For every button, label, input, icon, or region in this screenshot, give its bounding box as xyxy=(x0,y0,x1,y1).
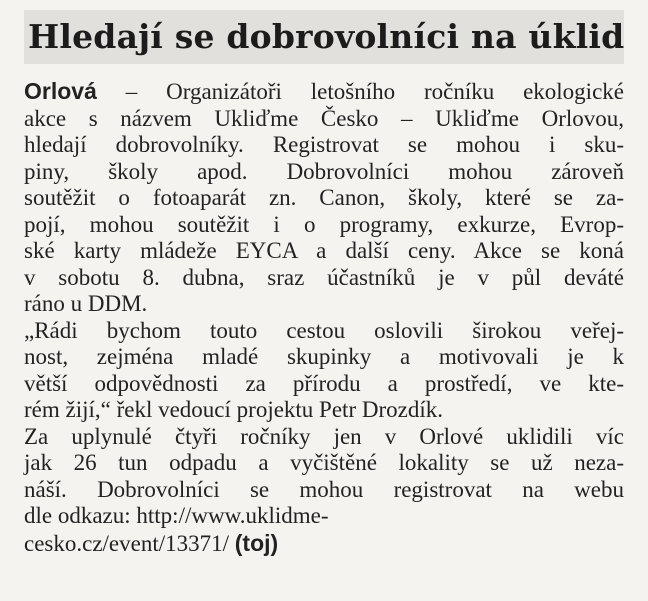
article-line-12: větší odpovědnosti za přírodu a prostředí, ve kte- xyxy=(24,370,624,396)
article-line-10: „Rádi bychom touto cestou oslovili širokou veřej- xyxy=(24,317,624,343)
article-byline: (toj) xyxy=(234,529,279,556)
article-line-9: ráno u DDM. xyxy=(24,291,148,316)
article-line-15: jak 26 tun odpadu a vyčištěné lokality se už neza- xyxy=(24,450,624,475)
article-line-17: dle odkazu: http://www.uklidme- xyxy=(24,503,329,528)
article-line-5: soutěžit o fotoaparát zn. Canon, školy, které se za- xyxy=(24,185,624,210)
article-line-2: akce s názvem Ukliďme Česko – Ukliďme Orlovou, xyxy=(24,105,624,131)
article-line-18 xyxy=(24,530,624,558)
article-line-11: nost, zejména mladé skupinky a motivovali je k xyxy=(24,344,624,369)
article-line-16: náší. Dobrovolníci se mohou registrovat na webu xyxy=(24,476,624,502)
article-line-1 xyxy=(24,78,624,106)
article-line-4: piny, školy apod. Dobrovolníci mohou zároveň xyxy=(24,158,624,184)
article-headline: Hledají se dobrovolníci na úklid xyxy=(24,10,624,64)
article-line-6: pojí, mohou soutěžit i o programy, exkurze, Evrop- xyxy=(24,211,624,237)
article-dateline: Orlová xyxy=(24,78,97,104)
article-line-3: hledají dobrovolníky. Registrovat se mohou i sku- xyxy=(24,132,624,157)
article-line-14: Za uplynulé čtyři ročníky jen v Orlové uklidili víc xyxy=(24,423,624,449)
article-line-1-text: – Organizátoři letošního ročníku ekologické xyxy=(96,79,624,104)
article xyxy=(24,10,624,557)
article-line-8: v sobotu 8. dubna, sraz účastníků je v půl deváté xyxy=(24,264,624,290)
article-line-18-text: cesko.cz/event/13371/ xyxy=(24,530,230,556)
article-body xyxy=(24,78,624,557)
article-line-13: rém žijí,“ řekl vedoucí projektu Petr Drozdík. xyxy=(24,397,443,422)
article-line-7: ské karty mládeže EYCA a další ceny. Akce se koná xyxy=(24,238,624,263)
